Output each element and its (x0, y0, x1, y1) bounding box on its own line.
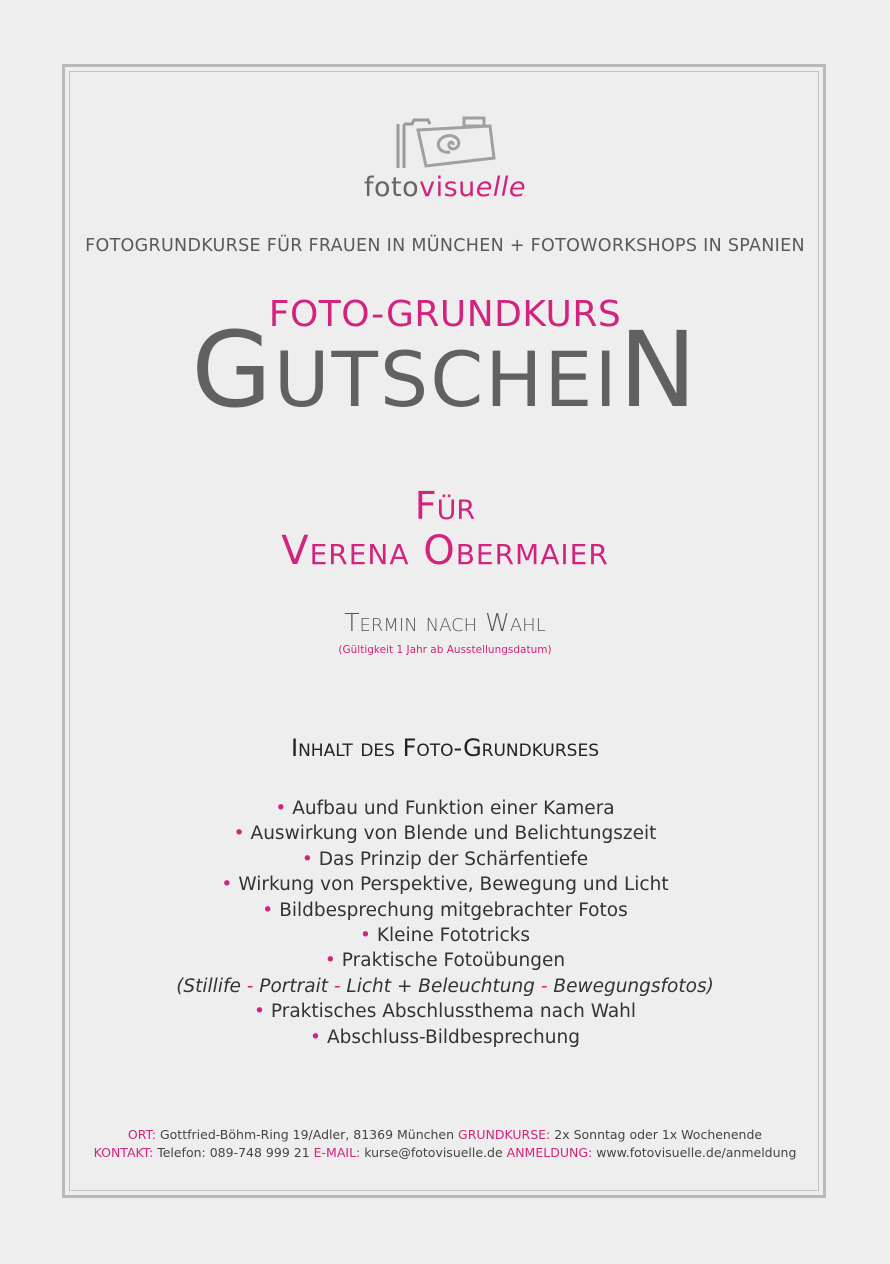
footer-line-1: ORT: Gottfried-Böhm-Ring 19/Adler, 81369 München GRUNDKURSE: 2x Sonntag oder 1x Wochenende (127, 1127, 763, 1142)
logo (0, 112, 890, 203)
for-label: Für (414, 484, 476, 528)
bullet-icon: • (262, 899, 274, 921)
bullet-icon: • (275, 798, 287, 819)
list-item: • Praktische Fotoübungen (324, 950, 566, 972)
bullet-icon: • (221, 874, 233, 896)
voucher-title: GUTSCHEIN (191, 309, 699, 431)
list-item: • Auswirkung von Blende und Belichtungszeit (233, 823, 657, 845)
course-title: FOTO-GRUNDKURS (268, 294, 622, 335)
recipient-name: Verena Obermaier (281, 528, 609, 574)
logo-text: fotovisuelle (363, 172, 527, 203)
content-heading: Inhalt des Foto-Grundkurses (290, 734, 600, 762)
camera-icon (390, 112, 500, 176)
course-content-list (0, 796, 890, 1050)
bullet-icon: • (301, 848, 313, 870)
list-item: • Bildbesprechung mitgebrachter Fotos (262, 899, 628, 921)
list-item: • Kleine Fototricks (359, 924, 531, 946)
tagline: FOTOGRUNDKURSE FÜR FRAUEN IN MÜNCHEN + FOTOWORKSHOPS IN SPANIEN (85, 236, 805, 256)
list-item: • Aufbau und Funktion einer Kamera (275, 798, 615, 819)
footer (0, 1126, 890, 1162)
email-link[interactable]: kurse@fotovisuelle.de (360, 1145, 507, 1160)
bullet-icon: • (233, 823, 245, 845)
bullet-icon: • (310, 1026, 321, 1048)
bullet-icon: • (359, 924, 371, 946)
bullet-icon: • (324, 950, 336, 972)
list-sub-item: (Stillife - Portrait - Licht + Beleuchtung - Bewegungsfotos) (176, 975, 714, 997)
appointment-text: Termin nach Wahl (344, 608, 546, 637)
validity-note: (Gültigkeit 1 Jahr ab Ausstellungsdatum) (338, 644, 552, 656)
list-item: • Abschluss-Bildbesprechung (310, 1026, 580, 1048)
registration-link[interactable]: www.fotovisuelle.de/anmeldung (592, 1145, 797, 1160)
list-item: • Das Prinzip der Schärfentiefe (301, 848, 589, 870)
list-item: • Praktisches Abschlussthema nach Wahl (253, 1001, 637, 1023)
footer-line-2: KONTAKT: Telefon: 089-748 999 21 E-MAIL: kurse@fotovisuelle.de ANMELDUNG: www.fotovisuelle.de/anmeldung (93, 1145, 797, 1160)
list-item: • Wirkung von Perspektive, Bewegung und Licht (221, 874, 669, 896)
bullet-icon: • (253, 1001, 265, 1023)
